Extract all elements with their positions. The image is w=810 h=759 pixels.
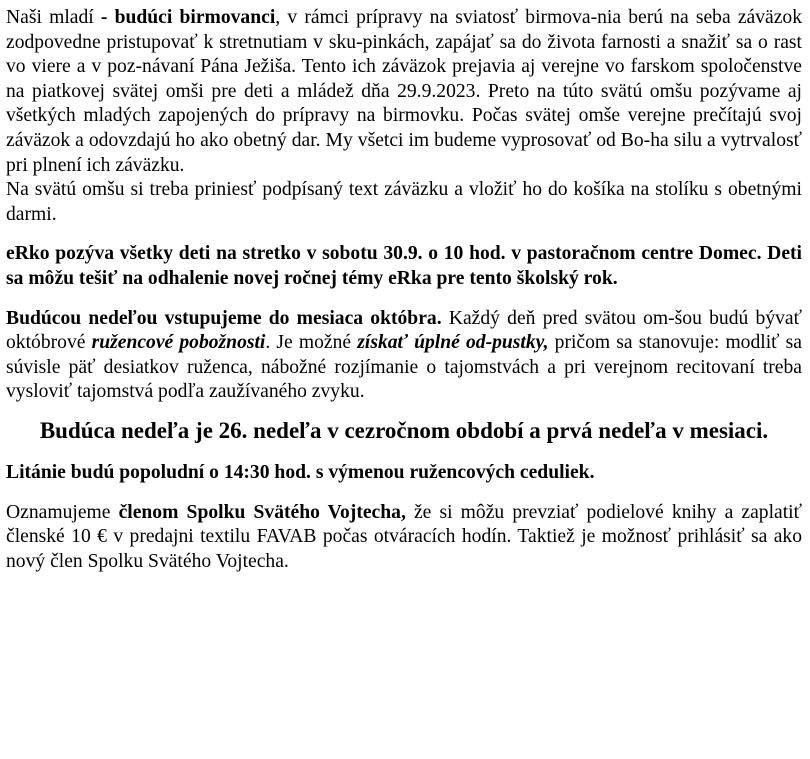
p1-text-c: , v rámci prípravy na sviatosť birmova-nia berú na seba záväzok zodpovedne pristupovať k stretnutiam v sku-pinkách, zapájať sa do života farnosti a snažiť sa o rast vo viere a v poz-návaní Pána Ježiša. Tento ich záväzok prejavia aj verejne vo farskom spoločenstve na piatkovej svätej omši pre deti a mládež dňa 29.9.2023. Preto na túto svätú omšu pozývame aj všetkých mladých zapojených do prípravy na birmovku. Počas svätej omše verejne prečítajú svoj záväzok a odovzdajú ho ako obetný dar. My všetci im budeme vyprosovať od Bo-ha silu a vytrvalosť pri plnení ich záväzku. <box>6 7 803 176</box>
p1-text-a: Naši mladí <box>6 7 101 28</box>
p1-emphasis: - budúci birmovanci <box>100 7 276 28</box>
p4-text-f: pričom sa stanovuje: modliť sa súvisle päť desiatkov ruženca, nábožné rozjímanie o tajomstvách a pri verejnom recitovaní treba vysloviť tajomstvá podľa zaužívaného zvyku. <box>6 332 802 403</box>
october-rosary-paragraph <box>6 307 802 405</box>
p4-text-b: Každý deň pred svätou om-šou budú bývať októbrové <box>6 307 802 354</box>
p4-text-d: . Je možné <box>265 332 358 354</box>
p4-lead: Budúcou nedeľou vstupujeme do mesiaca októbra. <box>6 307 442 329</box>
next-sunday-heading: Budúca nedeľa je 26. nedeľa v cezročnom období a prvá nedeľa v mesiaci. <box>39 417 769 443</box>
confirmation-candidates-paragraph <box>6 6 802 178</box>
st-vojtech-society-paragraph <box>6 501 802 575</box>
p4-indulgence: získať úplné od-pustky, <box>357 332 549 354</box>
p4-rosary-devotions: ružencové pobožnosti <box>91 332 266 354</box>
litany-paragraph: Litánie budú popoludní o 14:30 hod. s výmenou ružencových ceduliek. <box>6 461 595 483</box>
erko-invitation-paragraph: eRko pozýva všetky deti na stretko v sobotu 30.9. o 10 hod. v pastoračnom centre Domec. Deti sa môžu tešiť na odhalenie novej ročnej témy eRka pre tento školský rok. <box>6 243 802 289</box>
p6-text-a: Oznamujeme <box>6 501 119 523</box>
p6-members: členom Spolku Svätého Vojtecha, <box>118 501 406 523</box>
commitment-note-paragraph: Na svätú omšu si treba priniesť podpísaný text záväzku a vložiť ho do košíka na stolíku s obetnými darmi. <box>6 179 802 225</box>
p6-text-c: že si môžu prevziať podielové knihy a zaplatiť členské 10 € v predajni textilu FAVAB počas otváracích hodín. Taktiež je možnosť prihlásiť sa ako nový člen Spolku Svätého Vojtecha. <box>6 501 802 572</box>
